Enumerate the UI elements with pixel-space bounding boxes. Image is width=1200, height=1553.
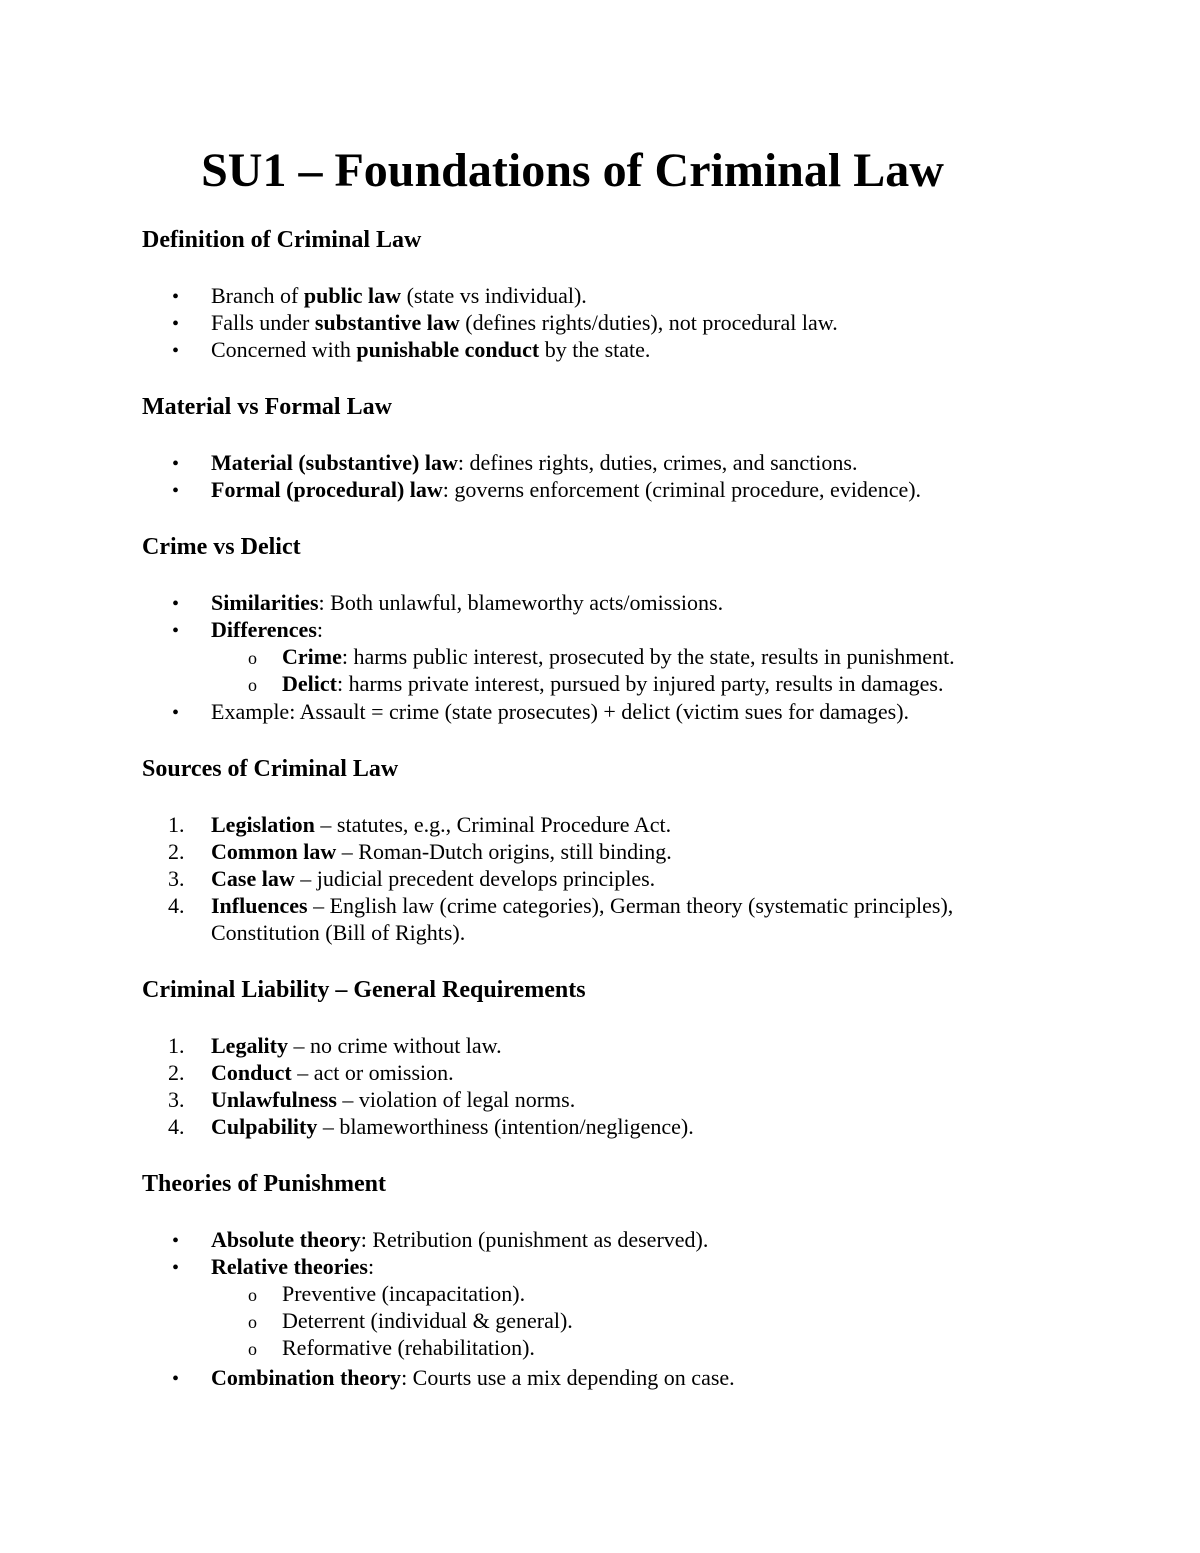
list-item: Unlawfulness – violation of legal norms. (211, 1087, 576, 1112)
bullet-marker: • (172, 620, 180, 642)
bullet-marker: • (172, 1368, 180, 1390)
bullet-marker: • (172, 313, 180, 335)
list-item: Combination theory: Courts use a mix depending on case. (211, 1365, 735, 1390)
list-item: Absolute theory: Retribution (punishment as deserved). (211, 1227, 709, 1252)
list-item: Crime: harms public interest, prosecuted by the state, results in punishment. (282, 644, 955, 669)
bullet-marker: • (172, 286, 180, 308)
section-heading-definition: Definition of Criminal Law (142, 227, 422, 253)
list-item: Influences – English law (crime categories), German theory (systematic principles), (211, 893, 954, 918)
list-item: Common law – Roman-Dutch origins, still binding. (211, 839, 672, 864)
list-item: Example: Assault = crime (state prosecutes) + delict (victim sues for damages). (211, 699, 910, 724)
list-item: Formal (procedural) law: governs enforcement (criminal procedure, evidence). (211, 477, 922, 502)
list-item: Branch of public law (state vs individual). (211, 283, 587, 308)
sub-bullet-marker: o (248, 648, 257, 668)
number-marker: 4. (168, 893, 185, 918)
bullet-marker: • (172, 1257, 180, 1279)
list-item: Reformative (rehabilitation). (282, 1335, 535, 1360)
list-item: Relative theories: (211, 1254, 375, 1279)
list-item: Deterrent (individual & general). (282, 1308, 573, 1333)
number-marker: 1. (168, 1033, 185, 1058)
sub-bullet-marker: o (248, 1285, 257, 1305)
number-marker: 2. (168, 1060, 185, 1085)
list-item: Differences: (211, 617, 323, 642)
section-heading-liability: Criminal Liability – General Requirements (142, 977, 586, 1003)
list-item: Conduct – act or omission. (211, 1060, 454, 1085)
list-item: Culpability – blameworthiness (intention/negligence). (211, 1114, 694, 1139)
section-heading-material-formal: Material vs Formal Law (142, 394, 392, 420)
number-marker: 2. (168, 839, 185, 864)
list-item: Similarities: Both unlawful, blameworthy acts/omissions. (211, 590, 724, 615)
bullet-marker: • (172, 480, 180, 502)
bullet-marker: • (172, 453, 180, 475)
list-item-continuation: Constitution (Bill of Rights). (211, 920, 466, 945)
sub-bullet-marker: o (248, 1339, 257, 1359)
bullet-marker: • (172, 340, 180, 362)
list-item: Concerned with punishable conduct by the state. (211, 337, 651, 362)
bullet-marker: • (172, 1230, 180, 1252)
section-heading-crime-delict: Crime vs Delict (142, 534, 301, 560)
sub-bullet-marker: o (248, 1312, 257, 1332)
list-item: Preventive (incapacitation). (282, 1281, 526, 1306)
section-heading-sources: Sources of Criminal Law (142, 756, 399, 782)
list-item: Legislation – statutes, e.g., Criminal Procedure Act. (211, 812, 672, 837)
sub-bullet-marker: o (248, 675, 257, 695)
bullet-marker: • (172, 702, 180, 724)
number-marker: 4. (168, 1114, 185, 1139)
page-title: SU1 – Foundations of Criminal Law (201, 144, 944, 197)
list-item: Legality – no crime without law. (211, 1033, 502, 1058)
number-marker: 3. (168, 1087, 185, 1112)
bullet-marker: • (172, 593, 180, 615)
section-heading-punishment: Theories of Punishment (142, 1171, 387, 1197)
list-item: Case law – judicial precedent develops principles. (211, 866, 656, 891)
list-item: Delict: harms private interest, pursued by injured party, results in damages. (282, 671, 944, 696)
number-marker: 1. (168, 812, 185, 837)
list-item: Falls under substantive law (defines rights/duties), not procedural law. (211, 310, 838, 335)
number-marker: 3. (168, 866, 185, 891)
list-item: Material (substantive) law: defines rights, duties, crimes, and sanctions. (211, 450, 858, 475)
